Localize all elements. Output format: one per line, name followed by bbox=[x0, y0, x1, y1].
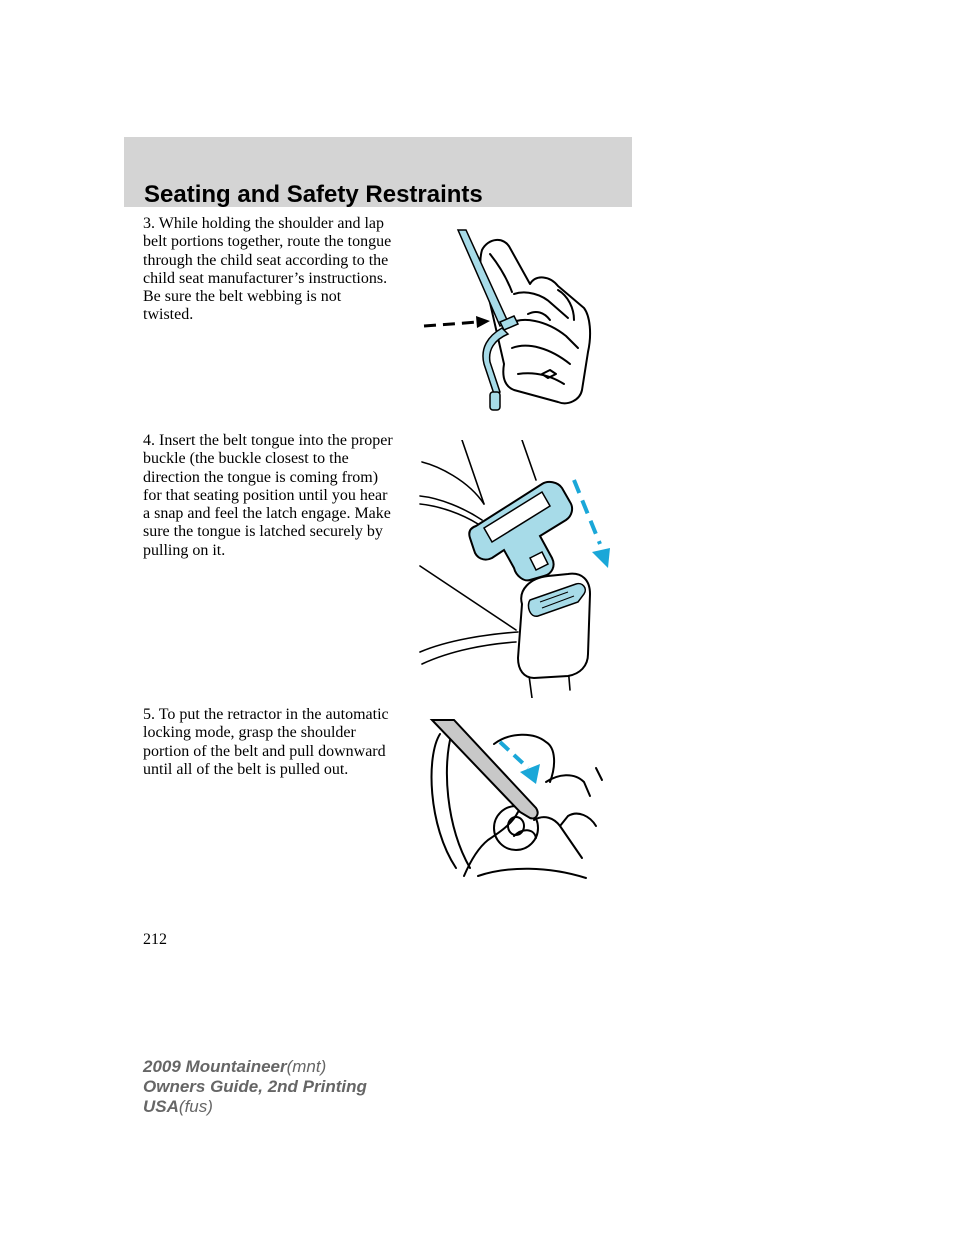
retractor-pull-illustration bbox=[418, 716, 608, 882]
footer-market: USA bbox=[143, 1097, 179, 1116]
buckle-insertion-illustration bbox=[418, 440, 618, 698]
footer-model-code: (mnt) bbox=[286, 1057, 327, 1076]
step-5-text: 5. To put the retractor in the automatic locking mode, grasp the shoulder portion of the belt and pull downward until all of the belt is pulled out. bbox=[143, 706, 389, 778]
section-title: Seating and Safety Restraints bbox=[144, 181, 483, 208]
child-seat-belt-routing-illustration bbox=[418, 224, 603, 414]
footer-guide-edition: Owners Guide, 2nd Printing bbox=[143, 1077, 367, 1096]
step-4-text: 4. Insert the belt tongue into the proper buckle (the buckle closest to the direction the tongue is coming from) for that seating position until you hear a snap and feel the latch engage. Make sure the tongue is latched securely by pulling on it. bbox=[143, 432, 393, 559]
page-number: 212 bbox=[143, 931, 167, 948]
footer-model: 2009 Mountaineer bbox=[143, 1057, 287, 1076]
step-3-text: 3. While holding the shoulder and lap belt portions together, route the tongue through the child seat according to the child seat manufacturer’s instructions. Be sure the belt webbing is not twisted. bbox=[143, 215, 392, 324]
document-footer bbox=[143, 1057, 367, 1117]
section-header-bar bbox=[124, 137, 632, 207]
footer-market-code: (fus) bbox=[178, 1097, 213, 1116]
